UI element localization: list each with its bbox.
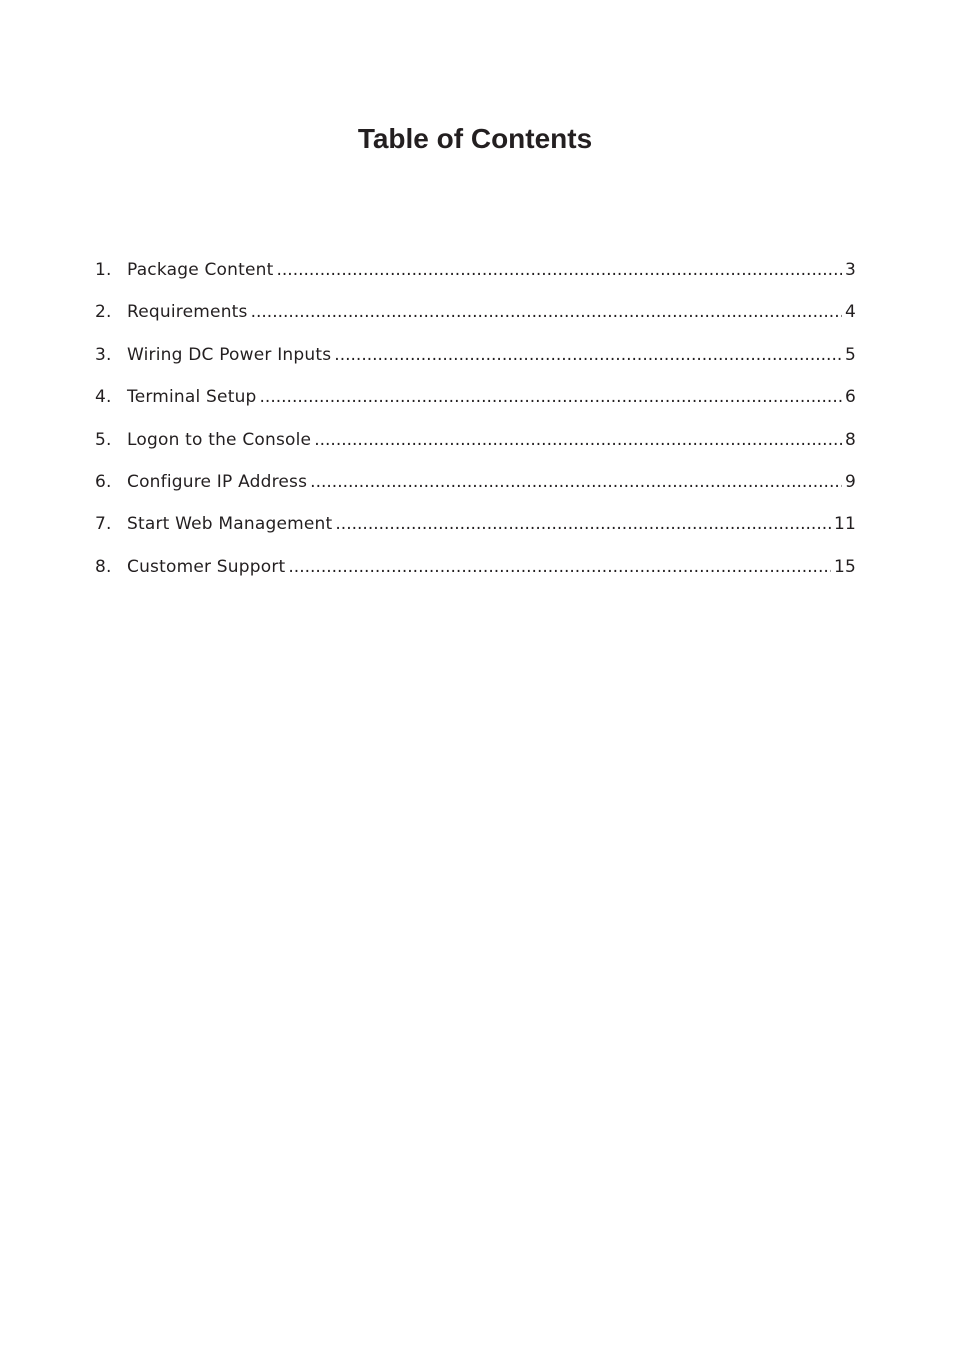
toc-entry-number: 6.: [95, 471, 112, 492]
toc-entry-label[interactable]: Configure IP Address: [127, 471, 308, 492]
toc-entry-number: 5.: [95, 429, 112, 450]
toc-dot-leader: [335, 510, 831, 538]
toc-entry-number: 7.: [95, 514, 112, 535]
toc-dot-leader: [251, 298, 842, 326]
toc-entry-page: 9: [844, 471, 856, 492]
toc-dot-leader: [288, 553, 831, 581]
toc-dot-leader: [276, 256, 841, 284]
toc-dot-leader: [334, 341, 842, 369]
toc-entry-page: 6: [844, 387, 856, 408]
toc-entry-start-web-management[interactable]: [95, 510, 856, 552]
toc-entry-number: 1.: [95, 260, 112, 280]
toc-entry-logon-to-the-console[interactable]: [95, 426, 856, 468]
toc-entry-number: 4.: [95, 387, 112, 408]
toc-entry-requirements[interactable]: [95, 298, 856, 340]
toc-entry-page: 5: [844, 344, 856, 365]
toc-entry-label[interactable]: Start Web Management: [127, 514, 333, 535]
toc-dot-leader: [260, 383, 842, 411]
toc-entry-page: 4: [844, 302, 856, 323]
toc-entry-configure-ip-address[interactable]: [95, 468, 856, 510]
toc-entry-label[interactable]: Terminal Setup: [127, 387, 257, 408]
toc-entry-label[interactable]: Package Content: [127, 260, 274, 280]
toc-entry-package-content[interactable]: [95, 256, 856, 298]
toc-entry-label[interactable]: Logon to the Console: [127, 429, 312, 450]
toc-dot-leader: [310, 468, 842, 496]
toc-entry-label[interactable]: Customer Support: [127, 556, 286, 577]
toc-entry-page: 11: [833, 514, 856, 535]
toc-entry-page: 8: [844, 429, 856, 450]
toc-entry-label[interactable]: Wiring DC Power Inputs: [127, 344, 332, 365]
toc-entry-terminal-setup[interactable]: [95, 383, 856, 425]
page-title: Table of Contents: [357, 123, 593, 154]
toc-dot-leader: [314, 426, 842, 454]
toc-entry-number: 2.: [95, 302, 112, 323]
toc-entry-label[interactable]: Requirements: [127, 302, 248, 323]
toc-entry-page: 3: [844, 260, 856, 280]
table-of-contents: [95, 256, 856, 595]
toc-entry-number: 3.: [95, 344, 112, 365]
toc-entry-number: 8.: [95, 556, 112, 577]
toc-entry-customer-support[interactable]: [95, 553, 856, 595]
toc-entry-wiring-dc-power-inputs[interactable]: [95, 341, 856, 383]
toc-entry-page: 15: [833, 556, 856, 577]
